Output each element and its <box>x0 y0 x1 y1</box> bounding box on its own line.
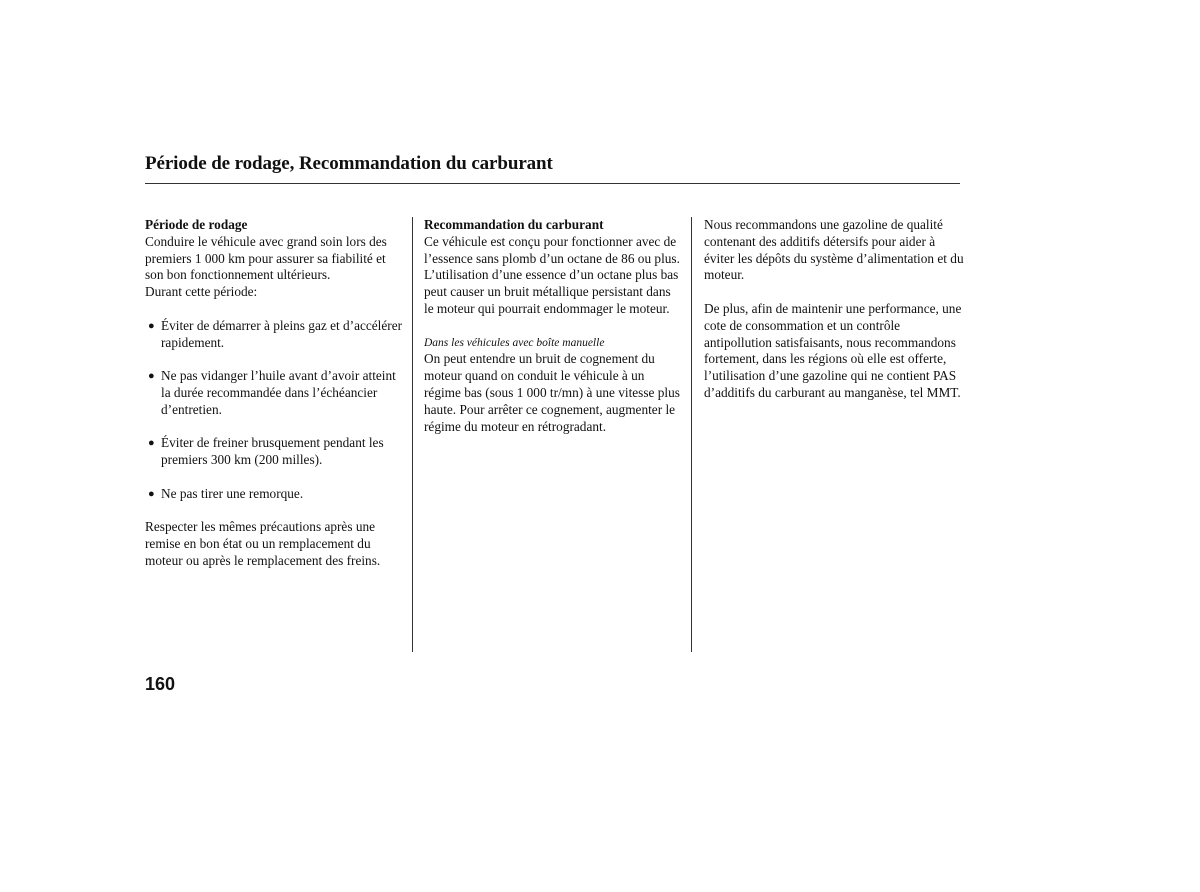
break-in-intro: Conduire le véhicule avec grand soin lors des premiers 1 000 km pour assurer sa fiabilité et son bon fonctionnement ultérieurs. <box>145 233 387 283</box>
list-item <box>145 435 405 469</box>
break-in-precautions-list <box>145 318 405 503</box>
column-fuel-recommendation <box>424 217 682 435</box>
column-break-in <box>145 217 405 570</box>
fuel-paragraph-1: Ce véhicule est conçu pour fonctionner avec de l’essence sans plomb d’un octane de 86 ou plus. L’utilisation d’une essence d’un octane plus bas peut causer un bruit métallique persistant dans le moteur qui pourrait endommager le moteur. <box>424 233 680 316</box>
list-item-text: Éviter de démarrer à pleins gaz et d’accélérer rapidement. <box>161 317 403 350</box>
page-number: 160 <box>145 674 176 694</box>
list-item-text: Ne pas tirer une remorque. <box>161 485 304 501</box>
additives-paragraph-2: De plus, afin de maintenir une performance, une cote de consommation et un contrôle antipollution satisfaisants, nous recommandons fortement, dans les régions où elle est offerte, l’utilisation d’une gazoline qui ne contient PAS d’additifs du carburant au manganèse, tel MMT. <box>704 300 962 400</box>
bullet-icon: ● <box>148 370 155 383</box>
bullet-icon: ● <box>148 487 155 500</box>
break-in-closing: Respecter les mêmes précautions après une remise en bon état ou un remplacement du moteur ou après le remplacement des freins. <box>145 519 381 568</box>
bullet-icon: ● <box>148 319 155 332</box>
title-divider <box>145 183 960 184</box>
section-heading-fuel: Recommandation du carburant <box>424 217 604 232</box>
column-fuel-additives <box>704 217 966 402</box>
column-divider-2 <box>691 217 692 652</box>
bullet-icon: ● <box>148 437 155 450</box>
additives-paragraph-1: Nous recommandons une gazoline de qualité contenant des additifs détersifs pour aider à éviter les dépôts du système d’alimentation et du moteur. <box>704 217 964 283</box>
list-item <box>145 368 405 418</box>
column-divider-1 <box>412 217 413 652</box>
fuel-paragraph-2: On peut entendre un bruit de cognement du moteur quand on conduit le véhicule à un régime bas (sous 1 000 tr/mn) à une vitesse plus haute. Pour arrêter ce cognement, augmenter le régime du moteur en rétrogradant. <box>424 351 680 434</box>
list-item-text: Ne pas vidanger l’huile avant d’avoir atteint la durée recommandée dans l’échéancier d’entretien. <box>161 368 396 417</box>
list-item-text: Éviter de freiner brusquement pendant les premiers 300 km (200 milles). <box>161 435 384 468</box>
page-title: Période de rodage, Recommandation du carburant <box>145 153 553 174</box>
list-item <box>145 318 405 352</box>
section-heading-break-in: Période de rodage <box>145 217 248 232</box>
manual-transmission-subheading: Dans les véhicules avec boîte manuelle <box>424 336 605 349</box>
list-item <box>145 486 405 503</box>
break-in-intro-2: Durant cette période: <box>145 284 258 300</box>
